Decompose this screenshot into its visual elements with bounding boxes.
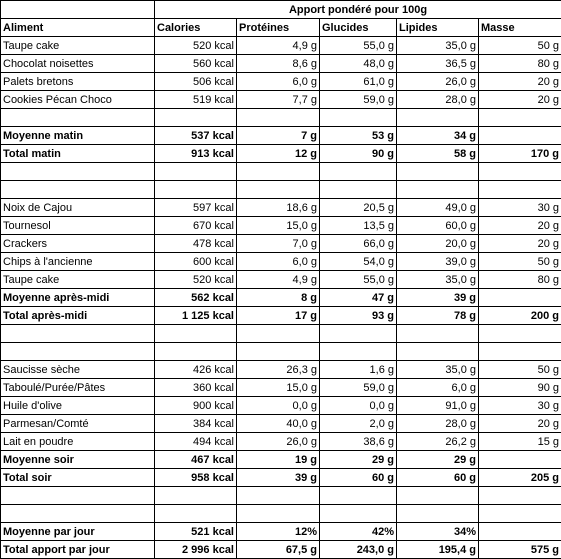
proteines-cell: 7 g [237, 127, 320, 145]
column-header-calories: Calories [155, 19, 237, 37]
calories-cell [155, 505, 237, 523]
glucides-cell [320, 343, 397, 361]
masse-cell: 170 g [479, 145, 561, 163]
calories-cell: 521 kcal [155, 523, 237, 541]
calories-cell [155, 181, 237, 199]
aliment-cell [1, 109, 155, 127]
proteines-cell: 12 g [237, 145, 320, 163]
masse-cell: 80 g [479, 55, 561, 73]
aliment-cell: Palets bretons [1, 73, 155, 91]
lipides-cell: 34 g [397, 127, 479, 145]
glucides-cell: 48,0 g [320, 55, 397, 73]
calories-cell: 478 kcal [155, 235, 237, 253]
aliment-cell: Taupe cake [1, 37, 155, 55]
aliment-cell: Moyenne soir [1, 451, 155, 469]
masse-cell [479, 523, 561, 541]
proteines-cell [237, 325, 320, 343]
masse-cell [479, 109, 561, 127]
glucides-cell: 59,0 g [320, 379, 397, 397]
proteines-cell: 19 g [237, 451, 320, 469]
glucides-cell: 2,0 g [320, 415, 397, 433]
aliment-cell: Chips à l'ancienne [1, 253, 155, 271]
column-header-proteines: Protéines [237, 19, 320, 37]
lipides-cell: 26,0 g [397, 73, 479, 91]
aliment-cell: Total après-midi [1, 307, 155, 325]
glucides-cell: 47 g [320, 289, 397, 307]
masse-cell: 200 g [479, 307, 561, 325]
masse-cell: 20 g [479, 217, 561, 235]
glucides-cell [320, 109, 397, 127]
glucides-cell [320, 487, 397, 505]
glucides-cell: 59,0 g [320, 91, 397, 109]
lipides-cell: 36,5 g [397, 55, 479, 73]
blank-row [1, 343, 561, 361]
aliment-cell: Tournesol [1, 217, 155, 235]
calories-cell: 2 996 kcal [155, 541, 237, 559]
aliment-cell: Crackers [1, 235, 155, 253]
empty-corner-cell [1, 1, 155, 19]
lipides-cell: 195,4 g [397, 541, 479, 559]
lipides-cell: 58 g [397, 145, 479, 163]
masse-cell [479, 127, 561, 145]
proteines-cell: 0,0 g [237, 397, 320, 415]
blank-row [1, 505, 561, 523]
masse-cell: 30 g [479, 397, 561, 415]
masse-cell: 50 g [479, 37, 561, 55]
lipides-cell: 91,0 g [397, 397, 479, 415]
table-row [1, 55, 561, 73]
blank-row [1, 181, 561, 199]
summary-row [1, 127, 561, 145]
calories-cell: 426 kcal [155, 361, 237, 379]
proteines-cell [237, 505, 320, 523]
calories-cell: 506 kcal [155, 73, 237, 91]
table-row [1, 415, 561, 433]
lipides-cell [397, 163, 479, 181]
calories-cell [155, 487, 237, 505]
calories-cell: 520 kcal [155, 271, 237, 289]
proteines-cell: 26,3 g [237, 361, 320, 379]
calories-cell: 467 kcal [155, 451, 237, 469]
blank-row [1, 325, 561, 343]
lipides-cell [397, 343, 479, 361]
glucides-cell: 20,5 g [320, 199, 397, 217]
masse-cell [479, 325, 561, 343]
calories-cell: 537 kcal [155, 127, 237, 145]
table-row [1, 199, 561, 217]
masse-cell: 15 g [479, 433, 561, 451]
lipides-cell [397, 505, 479, 523]
masse-cell [479, 289, 561, 307]
summary-row [1, 289, 561, 307]
glucides-cell: 90 g [320, 145, 397, 163]
calories-cell: 900 kcal [155, 397, 237, 415]
calories-cell: 913 kcal [155, 145, 237, 163]
masse-cell [479, 181, 561, 199]
calories-cell: 494 kcal [155, 433, 237, 451]
table-row [1, 361, 561, 379]
calories-cell [155, 343, 237, 361]
aliment-cell: Cookies Pécan Choco [1, 91, 155, 109]
calories-cell: 360 kcal [155, 379, 237, 397]
aliment-cell [1, 343, 155, 361]
glucides-cell: 38,6 g [320, 433, 397, 451]
calories-cell: 562 kcal [155, 289, 237, 307]
masse-cell [479, 163, 561, 181]
calories-cell: 520 kcal [155, 37, 237, 55]
lipides-cell: 60,0 g [397, 217, 479, 235]
table-row [1, 397, 561, 415]
lipides-cell: 28,0 g [397, 91, 479, 109]
masse-cell [479, 343, 561, 361]
proteines-cell: 26,0 g [237, 433, 320, 451]
calories-cell: 958 kcal [155, 469, 237, 487]
table-row [1, 37, 561, 55]
proteines-cell: 15,0 g [237, 217, 320, 235]
lipides-cell: 29 g [397, 451, 479, 469]
table-row [1, 379, 561, 397]
table-row [1, 271, 561, 289]
lipides-cell [397, 325, 479, 343]
lipides-cell: 39 g [397, 289, 479, 307]
masse-cell: 90 g [479, 379, 561, 397]
glucides-cell [320, 505, 397, 523]
glucides-cell: 54,0 g [320, 253, 397, 271]
calories-cell [155, 163, 237, 181]
masse-cell: 20 g [479, 415, 561, 433]
proteines-cell [237, 343, 320, 361]
column-header-lipides: Lipides [397, 19, 479, 37]
masse-cell [479, 487, 561, 505]
aliment-cell: Parmesan/Comté [1, 415, 155, 433]
lipides-cell: 28,0 g [397, 415, 479, 433]
calories-cell: 519 kcal [155, 91, 237, 109]
aliment-cell: Chocolat noisettes [1, 55, 155, 73]
proteines-cell: 7,7 g [237, 91, 320, 109]
masse-cell: 30 g [479, 199, 561, 217]
column-header-glucides: Glucides [320, 19, 397, 37]
lipides-cell [397, 487, 479, 505]
glucides-cell: 93 g [320, 307, 397, 325]
lipides-cell: 6,0 g [397, 379, 479, 397]
aliment-cell: Saucisse sèche [1, 361, 155, 379]
summary-row [1, 469, 561, 487]
aliment-cell: Total apport par jour [1, 541, 155, 559]
glucides-cell: 61,0 g [320, 73, 397, 91]
glucides-cell [320, 325, 397, 343]
proteines-cell: 15,0 g [237, 379, 320, 397]
glucides-cell: 55,0 g [320, 37, 397, 55]
masse-cell [479, 505, 561, 523]
calories-cell: 600 kcal [155, 253, 237, 271]
table-row [1, 235, 561, 253]
masse-cell: 20 g [479, 235, 561, 253]
lipides-cell: 35,0 g [397, 361, 479, 379]
aliment-cell [1, 325, 155, 343]
aliment-cell: Moyenne par jour [1, 523, 155, 541]
masse-cell: 50 g [479, 361, 561, 379]
column-header-row [1, 19, 561, 37]
masse-cell [479, 451, 561, 469]
calories-cell: 597 kcal [155, 199, 237, 217]
calories-cell: 1 125 kcal [155, 307, 237, 325]
aliment-cell [1, 505, 155, 523]
aliment-cell: Huile d'olive [1, 397, 155, 415]
proteines-cell: 12% [237, 523, 320, 541]
calories-cell: 670 kcal [155, 217, 237, 235]
calories-cell: 384 kcal [155, 415, 237, 433]
blank-row [1, 109, 561, 127]
table-row [1, 217, 561, 235]
lipides-cell [397, 181, 479, 199]
lipides-cell: 49,0 g [397, 199, 479, 217]
glucides-cell: 13,5 g [320, 217, 397, 235]
group-title: Apport pondéré pour 100g [155, 1, 561, 19]
calories-cell [155, 109, 237, 127]
summary-row [1, 145, 561, 163]
proteines-cell: 6,0 g [237, 253, 320, 271]
proteines-cell [237, 109, 320, 127]
aliment-cell: Lait en poudre [1, 433, 155, 451]
lipides-cell: 60 g [397, 469, 479, 487]
lipides-cell: 35,0 g [397, 271, 479, 289]
proteines-cell: 17 g [237, 307, 320, 325]
summary-row [1, 523, 561, 541]
aliment-cell [1, 163, 155, 181]
column-header-aliment: Aliment [1, 19, 155, 37]
proteines-cell: 7,0 g [237, 235, 320, 253]
proteines-cell [237, 181, 320, 199]
proteines-cell: 39 g [237, 469, 320, 487]
aliment-cell: Taupe cake [1, 271, 155, 289]
summary-row [1, 541, 561, 559]
proteines-cell: 4,9 g [237, 271, 320, 289]
summary-row [1, 307, 561, 325]
proteines-cell: 18,6 g [237, 199, 320, 217]
proteines-cell: 40,0 g [237, 415, 320, 433]
summary-row [1, 451, 561, 469]
proteines-cell: 6,0 g [237, 73, 320, 91]
glucides-cell: 60 g [320, 469, 397, 487]
aliment-cell: Taboulé/Purée/Pâtes [1, 379, 155, 397]
glucides-cell: 1,6 g [320, 361, 397, 379]
masse-cell: 575 g [479, 541, 561, 559]
blank-row [1, 163, 561, 181]
calories-cell [155, 325, 237, 343]
masse-cell: 20 g [479, 73, 561, 91]
table-row [1, 73, 561, 91]
group-header-row [1, 1, 561, 19]
glucides-cell: 66,0 g [320, 235, 397, 253]
aliment-cell: Moyenne après-midi [1, 289, 155, 307]
lipides-cell [397, 109, 479, 127]
proteines-cell: 8,6 g [237, 55, 320, 73]
aliment-cell: Moyenne matin [1, 127, 155, 145]
blank-row [1, 487, 561, 505]
proteines-cell [237, 163, 320, 181]
lipides-cell: 39,0 g [397, 253, 479, 271]
aliment-cell [1, 181, 155, 199]
lipides-cell: 78 g [397, 307, 479, 325]
glucides-cell: 55,0 g [320, 271, 397, 289]
aliment-cell: Noix de Cajou [1, 199, 155, 217]
table-row [1, 91, 561, 109]
proteines-cell: 67,5 g [237, 541, 320, 559]
masse-cell: 20 g [479, 91, 561, 109]
table-row [1, 433, 561, 451]
glucides-cell [320, 163, 397, 181]
column-header-masse: Masse [479, 19, 561, 37]
glucides-cell: 29 g [320, 451, 397, 469]
masse-cell: 50 g [479, 253, 561, 271]
proteines-cell: 4,9 g [237, 37, 320, 55]
glucides-cell: 243,0 g [320, 541, 397, 559]
table-row [1, 253, 561, 271]
glucides-cell: 0,0 g [320, 397, 397, 415]
aliment-cell: Total soir [1, 469, 155, 487]
glucides-cell [320, 181, 397, 199]
lipides-cell: 20,0 g [397, 235, 479, 253]
proteines-cell: 8 g [237, 289, 320, 307]
lipides-cell: 26,2 g [397, 433, 479, 451]
lipides-cell: 35,0 g [397, 37, 479, 55]
lipides-cell: 34% [397, 523, 479, 541]
aliment-cell: Total matin [1, 145, 155, 163]
aliment-cell [1, 487, 155, 505]
masse-cell: 80 g [479, 271, 561, 289]
masse-cell: 205 g [479, 469, 561, 487]
proteines-cell [237, 487, 320, 505]
glucides-cell: 42% [320, 523, 397, 541]
calories-cell: 560 kcal [155, 55, 237, 73]
glucides-cell: 53 g [320, 127, 397, 145]
